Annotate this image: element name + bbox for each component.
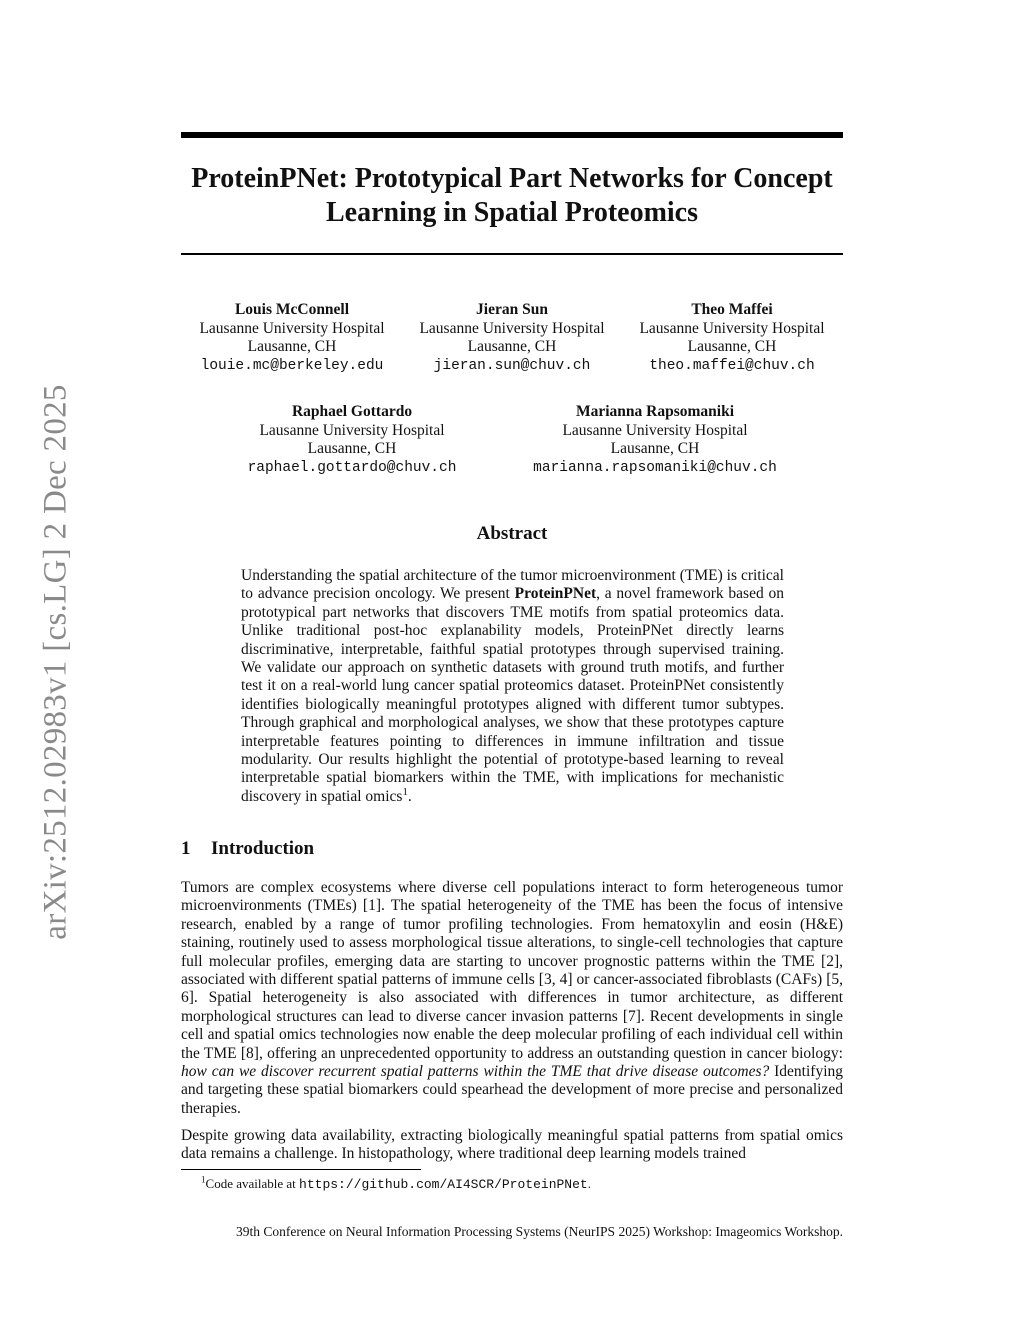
- abstract-text: [241, 567, 784, 806]
- title-top-rule: [181, 132, 843, 138]
- footnote-mark[interactable]: 1: [402, 785, 408, 798]
- footnote-end: .: [587, 1176, 591, 1191]
- footnote-number: 1: [201, 1174, 206, 1185]
- author-name: Jieran Sun: [476, 301, 548, 318]
- author-name: Theo Maffei: [691, 301, 773, 318]
- author-affiliation: Lausanne University Hospital: [259, 421, 445, 439]
- author-email[interactable]: theo.maffei@chuv.ch: [649, 357, 815, 374]
- code-url-link[interactable]: https://github.com/AI4SCR/ProteinPNet: [299, 1177, 588, 1192]
- author-block: [177, 301, 407, 375]
- title-bottom-rule: [181, 253, 843, 255]
- arxiv-identifier-stamp: arXiv:2512.02983v1 [cs.LG] 2 Dec 2025: [37, 384, 74, 940]
- abstract-heading: Abstract: [476, 523, 548, 544]
- section-title: Introduction: [211, 838, 315, 859]
- paragraph-text: Tumors are complex ecosystems where diverse cell populations interact to form heterogeneous tumor microenvironments (TMEs) [1]. The spatial heterogeneity of the TME has been the focus of intensive research, enabled by a range of tumor profiling technologies. From hematoxylin and eosin (H&E) staining, routinely used to assess morphological tissue alterations, to single-cell technologies that capture full molecular profiles, emerging data are starting to uncover prognostic patterns within the TME [2], associated with different spatial patterns of immune cells [3, 4] or cancer-associated fibroblasts (CAFs) [5, 6]. Spatial heterogeneity is also associated with differences in tumor architecture, as different morphological structures can lead to diverse cancer invasion patterns [7]. Recent developments in single cell and spatial omics technologies now enable the deep molecular profiling of each individual cell within the TME [8], offering an unprecedented opportunity to address an outstanding question in cancer biology:: [181, 879, 843, 1062]
- author-block: [237, 403, 467, 477]
- author-location: Lausanne, CH: [247, 338, 337, 355]
- intro-paragraph: Despite growing data availability, extracting biologically meaningful spatial patterns from spatial omics data remains a challenge. In histopathology, where traditional deep learning models trained: [181, 1127, 843, 1163]
- author-location: Lausanne, CH: [610, 440, 700, 457]
- author-location: Lausanne, CH: [467, 338, 557, 355]
- author-name: Raphael Gottardo: [291, 403, 413, 420]
- author-location: Lausanne, CH: [687, 338, 777, 355]
- author-block: [617, 301, 847, 375]
- method-name: ProteinPNet: [514, 585, 597, 603]
- author-affiliation: Lausanne University Hospital: [639, 319, 825, 337]
- footnote-text: Code available at: [205, 1176, 300, 1191]
- author-email[interactable]: raphael.gottardo@chuv.ch: [247, 459, 457, 476]
- section-number: 1: [181, 838, 191, 859]
- abstract-text-part: , a novel framework based on prototypical part networks that discovers TME motifs from spatial proteomics data. Unlike traditional post-hoc explanability models, ProteinPNet directly learns discriminative, interpretable, faithful spatial prototypes through supervised training. We validate our approach on synthetic datasets with ground truth motifs, and further test it on a real-world lung cancer spatial proteomics dataset. ProteinPNet consistently identifies biologically meaningful prototypes aligned with different tumor subtypes. Through graphical and morphological analyses, we show that these prototypes capture interpretable features pointing to differences in immune infiltration and tissue modularity. Our results highlight the potential of prototype-based learning to reveal interpretable spatial biomarkers within the TME, with implications for mechanistic discovery in spatial omics: [241, 585, 784, 805]
- research-question: how can we discover recurrent spatial patterns within the TME that drive disease outcomes?: [181, 1063, 770, 1081]
- author-name: Louis McConnell: [234, 301, 350, 318]
- abstract-end: .: [407, 787, 412, 805]
- intro-paragraph: [181, 879, 843, 1118]
- abstract-text-part: Understanding the spatial architecture of the tumor microenvironment (TME) is critical to advance precision oncology. We present: [241, 567, 784, 603]
- author-location: Lausanne, CH: [307, 440, 397, 457]
- author-name: Marianna Rapsomaniki: [575, 403, 735, 420]
- author-affiliation: Lausanne University Hospital: [419, 319, 605, 337]
- section-heading-introduction: [181, 838, 314, 860]
- paper-title: ProteinPNet: Prototypical Part Networks for Concept Learning in Spatial Proteomics: [191, 163, 833, 228]
- author-email[interactable]: marianna.rapsomaniki@chuv.ch: [533, 459, 777, 476]
- footnote-rule: [181, 1169, 421, 1170]
- footnote: [201, 1176, 591, 1192]
- paragraph-text: Identifying and targeting these spatial biomarkers could spearhead the development of more precise and personalized therapies.: [181, 1063, 844, 1117]
- author-affiliation: Lausanne University Hospital: [199, 319, 385, 337]
- author-block: [397, 301, 627, 375]
- venue-note: 39th Conference on Neural Information Processing Systems (NeurIPS 2025) Workshop: Imageomics Workshop.: [236, 1224, 843, 1239]
- author-affiliation: Lausanne University Hospital: [562, 421, 748, 439]
- author-email[interactable]: jieran.sun@chuv.ch: [433, 357, 591, 374]
- author-email[interactable]: louie.mc@berkeley.edu: [200, 357, 384, 374]
- author-block: [520, 403, 790, 477]
